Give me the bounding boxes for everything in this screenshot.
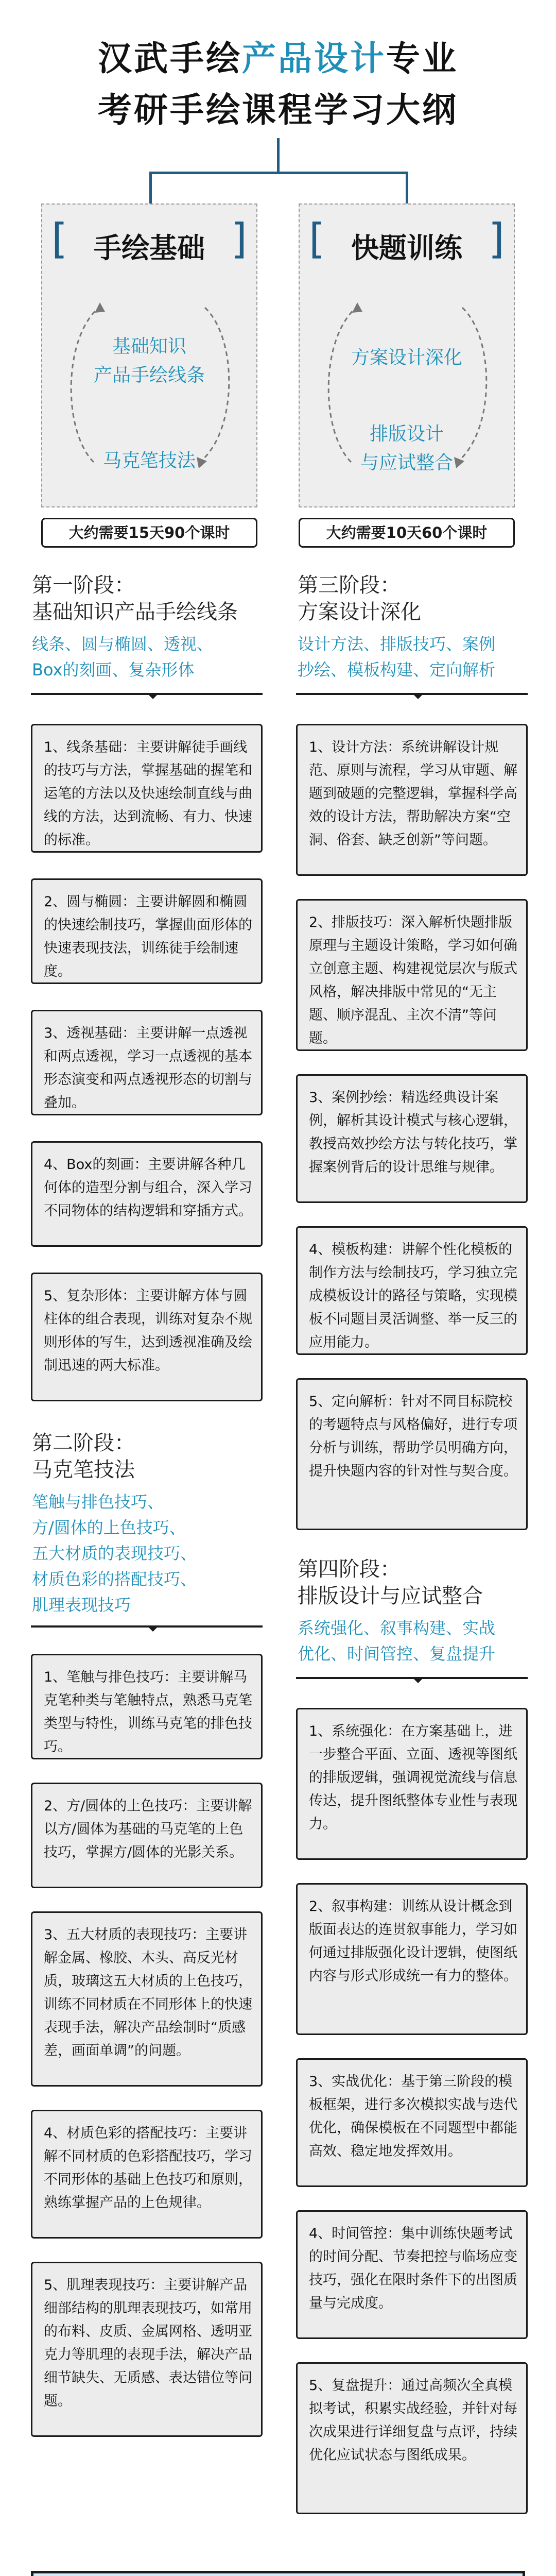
stage2-topics	[32, 1489, 197, 1618]
stage4-topics	[298, 1615, 495, 1667]
stage2-card-5: 5、肌理表现技巧：主要讲解产品细部结构的肌理表现技巧，如常用的布料、皮质、金属网格、透明亚克力等肌理的表现手法，解决产品细节缺失、无质感、表达错位等问题。	[31, 2262, 263, 2437]
stage2-heading	[32, 1430, 135, 1483]
stage2-card-3: 3、五大材质的表现技巧：主要讲解金属、橡胶、木头、高反光材质，玻璃这五大材质的上色技巧，训练不同材质在不同形体上的快速表现手法，解决产品绘制时“质感差，画面单调”的问题。	[31, 1911, 263, 2087]
hours-badge-right: 大约需要10天60个课时	[299, 518, 515, 548]
stage3-topics	[298, 631, 495, 683]
stage4-card-2: 2、叙事构建：训练从设计概念到版面表达的连贯叙事能力，学习如何通过排版强化设计逻辑，使图纸内容与形式形成统一有力的整体。	[296, 1883, 528, 2035]
topics-line: 抄绘、模板构建、定向解析	[298, 660, 496, 680]
stage3-card-2: 2、排版技巧：深入解析快题排版原理与主题设计策略，学习如何确立创意主题、构建视觉层次与版式风格，解决排版中常见的“无主题、顺序混乱、主次不清”等问题。	[296, 899, 528, 1051]
stage-name: 排版设计与应试整合	[298, 1584, 483, 1608]
topics-line: 材质色彩的搭配技巧、	[32, 1569, 197, 1589]
course-summary-box	[31, 2571, 525, 2576]
stage3-card-4: 4、模板构建：讲解个性化模板的制作方法与绘制技巧，学习独立完成模板设计的路径与策略，实现模板不同题目灵活调整、举一反三的应用能力。	[296, 1226, 528, 1355]
bracket-right: ]	[231, 215, 247, 263]
stage-name: 马克笔技法	[32, 1458, 135, 1482]
stage-name: 基础知识产品手绘线条	[32, 600, 238, 624]
stage4-card-1: 1、系统强化：在方案基础上，进一步整合平面、立面、透视等图纸的排版逻辑，强调视觉流线与信息传达，提升图纸整体专业性与表现力。	[296, 1708, 528, 1860]
module-title: 快题训练	[351, 232, 462, 264]
title-text-pre: 汉武手绘	[98, 39, 242, 78]
stage3-card-3: 3、案例抄绘：精选经典设计案例，解析其设计模式与核心逻辑，教授高效抄绘方法与转化技巧，掌握案例背后的设计思维与规律。	[296, 1074, 528, 1203]
chevron-down-icon	[147, 693, 159, 699]
module-sub-basic-knowledge: 基础知识	[112, 336, 186, 357]
page-title-line1	[0, 31, 556, 80]
stage-name: 方案设计深化	[298, 600, 421, 624]
stage1-card-5: 5、复杂形体：主要讲解方体与圆柱体的组合表现，训练对复杂不规则形体的写生，达到透视准确及绘制迅速的两大标准。	[31, 1273, 263, 1401]
stage3-heading	[298, 572, 421, 625]
stage2-card-4: 4、材质色彩的搭配技巧：主要讲解不同材质的色彩搭配技巧，学习不同形体的基础上色技巧和原则，熟练掌握产品的上色规律。	[31, 2110, 263, 2239]
hours-badge-left: 大约需要15天90个课时	[41, 518, 257, 548]
stage1-heading	[32, 572, 238, 625]
module-hand-drawing-basics	[41, 204, 257, 507]
stage3-card-1: 1、设计方法：系统讲解设计规范、原则与流程，学习从审题、解题到破题的完整逻辑，掌握科学高效的设计方法，帮助解决方案“空洞、俗套、缺乏创新”等问题。	[296, 724, 528, 876]
tree-connector	[277, 138, 280, 173]
module-sub-lines: 产品手绘线条	[93, 365, 205, 386]
chevron-down-icon	[412, 693, 424, 699]
topics-line: Box的刻画、复杂形体	[32, 660, 195, 680]
module-sub-scheme: 方案设计深化	[351, 347, 462, 368]
stage-label: 第四阶段：	[298, 1557, 401, 1581]
stage-label: 第二阶段：	[32, 1431, 135, 1455]
stage1-card-4: 4、Box的刻画：主要讲解各种几何体的造型分割与组合，深入学习不同物体的结构逻辑和穿插方式。	[31, 1141, 263, 1247]
topics-line: 笔触与排色技巧、	[32, 1492, 164, 1512]
stage4-card-3: 3、实战优化：基于第三阶段的模板框架，进行多次模拟实战与迭代优化，确保模板在不同题型中都能高效、稳定地发挥效用。	[296, 2058, 528, 2187]
stage4-card-5: 5、复盘提升：通过高频次全真模拟考试，积累实战经验，并针对每次成果进行详细复盘与点评，持续优化应试状态与图纸成果。	[296, 2362, 528, 2514]
stage2-card-2: 2、方/圆体的上色技巧：主要讲解以方/圆体为基础的马克笔的上色技巧，掌握方/圆体的光影关系。	[31, 1783, 263, 1888]
stage1-card-1: 1、线条基础：主要讲解徒手画线的技巧与方法，掌握基础的握笔和运笔的方法以及快速绘制直线与曲线的方法，达到流畅、有力、快速的标准。	[31, 724, 263, 853]
topics-line: 线条、圆与椭圆、透视、	[32, 634, 214, 654]
stage-label: 第三阶段：	[298, 573, 401, 597]
topics-line: 系统强化、叙事构建、实战	[298, 1618, 496, 1638]
topics-line: 优化、时间管控、复盘提升	[298, 1644, 496, 1664]
topics-line: 方/圆体的上色技巧、	[32, 1518, 186, 1537]
title-text-highlight: 产品设计	[242, 39, 386, 78]
stage4-heading	[298, 1556, 483, 1609]
module-sketch-training	[299, 204, 515, 507]
tree-connector	[149, 172, 408, 174]
bracket-right: ]	[488, 215, 505, 263]
topics-line: 五大材质的表现技巧、	[32, 1544, 197, 1563]
page-title-line2: 考研手绘课程学习大纲	[98, 90, 458, 130]
stage4-card-4: 4、时间管控：集中训练快题考试的时间分配、节奏把控与临场应变技巧，强化在限时条件下的出图质量与完成度。	[296, 2210, 528, 2339]
tree-connector	[149, 172, 152, 204]
stage1-card-3: 3、透视基础：主要讲解一点透视和两点透视，学习一点透视的基本形态演变和两点透视形态的切割与叠加。	[31, 1010, 263, 1115]
topics-line: 设计方法、排版技巧、案例	[298, 634, 496, 654]
chevron-down-icon	[412, 1677, 424, 1683]
tree-connector	[406, 172, 408, 204]
module-sub-marker: 马克笔技法	[102, 450, 196, 471]
stage1-topics	[32, 631, 213, 683]
chevron-down-icon	[147, 1625, 159, 1632]
topics-line: 肌理表现技巧	[32, 1595, 131, 1615]
stage1-card-2: 2、圆与椭圆：主要讲解圆和椭圆的快速绘制技巧，掌握曲面形体的快速表现技法，训练徒手绘制速度。	[31, 878, 263, 984]
module-sub-layout: 排版设计	[369, 423, 444, 445]
bracket-left: [	[51, 215, 68, 263]
module-title: 手绘基础	[94, 232, 205, 264]
module-sub-exam: 与应试整合	[360, 452, 453, 473]
bracket-left: [	[309, 215, 325, 263]
stage-label: 第一阶段：	[32, 573, 135, 597]
stage3-card-5: 5、定向解析：针对不同目标院校的考题特点与风格偏好，进行专项分析与训练，帮助学员明确方向，提升快题内容的针对性与契合度。	[296, 1378, 528, 1530]
stage2-card-1: 1、笔触与排色技巧：主要讲解马克笔种类与笔触特点，熟悉马克笔类型与特性，训练马克笔的排色技巧。	[31, 1654, 263, 1759]
title-text-post: 专业	[386, 39, 458, 78]
